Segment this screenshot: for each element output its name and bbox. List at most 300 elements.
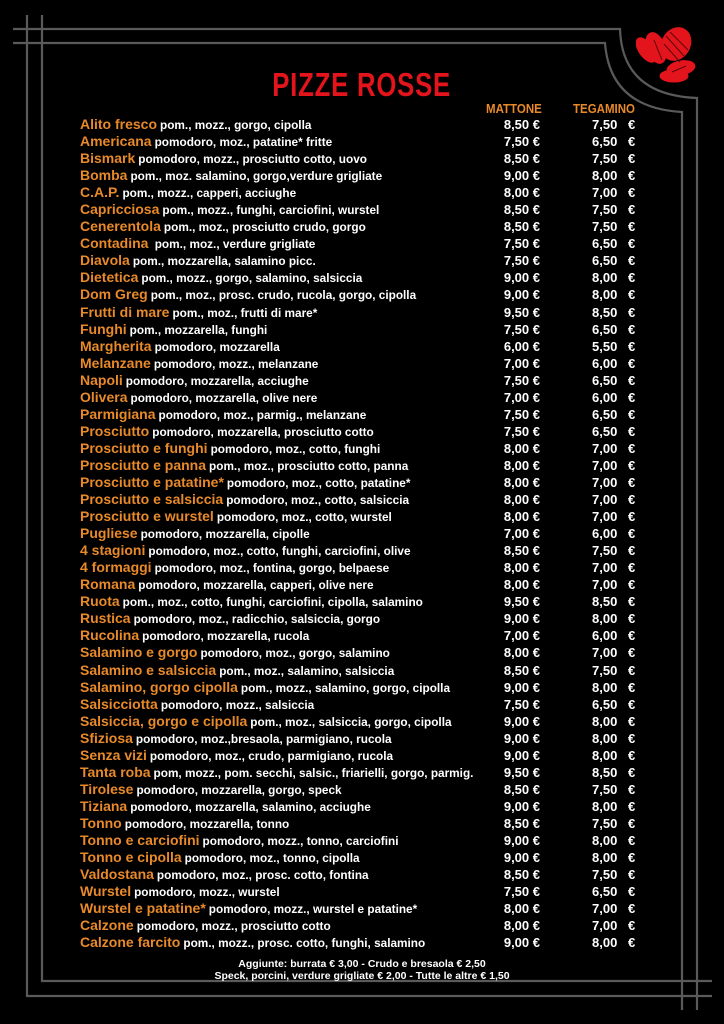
menu-item	[80, 167, 650, 184]
pizza-ingredients: pomodoro, moz., cotto, funghi	[210, 441, 381, 456]
pizza-ingredients: pom., moz., salamino, salsiccia	[219, 663, 395, 678]
price-mattone: 7,50 €	[503, 236, 540, 252]
price-tegamino: 8,00	[592, 611, 618, 627]
price-mattone: 7,50 €	[503, 372, 540, 388]
pizza-ingredients: pomodoro, mozz., wurstel e patatine*	[208, 902, 418, 917]
pizza-name: C.A.P.	[80, 184, 120, 201]
price-tegamino: 8,00	[592, 287, 618, 303]
price-mattone: 8,00 €	[503, 185, 540, 201]
currency-symbol: €	[628, 253, 636, 269]
menu-item	[80, 832, 650, 849]
pizza-name: Prosciutto e funghi	[80, 439, 208, 456]
menu-item	[80, 184, 650, 201]
pizza-name: Salsiccia, gorgo e cipolla	[80, 712, 248, 729]
page-title: PIZZE ROSSE	[272, 66, 452, 103]
price-mattone: 8,00 €	[503, 492, 540, 508]
menu-item	[80, 321, 650, 338]
price-mattone: 9,00 €	[503, 679, 540, 695]
price-tegamino: 7,50	[592, 202, 618, 218]
price-mattone: 9,00 €	[503, 270, 540, 286]
price-tegamino: 7,50	[592, 867, 618, 883]
price-mattone: 9,00 €	[503, 935, 540, 951]
currency-symbol: €	[628, 406, 636, 422]
pizza-list	[80, 116, 650, 951]
pizza-ingredients: pomodoro, moz., radicchio, salsiccia, gorgo	[133, 612, 381, 627]
pizza-name: Salamino, gorgo cipolla	[80, 678, 238, 695]
price-mattone: 7,50 €	[503, 253, 540, 269]
price-tegamino: 7,50	[592, 117, 618, 132]
price-tegamino: 6,00	[592, 355, 618, 371]
menu-item	[80, 713, 650, 730]
currency-symbol: €	[628, 781, 636, 797]
pizza-name: Bomba	[80, 167, 128, 184]
price-mattone: 8,50 €	[503, 867, 540, 883]
price-tegamino: 7,00	[592, 560, 618, 576]
pizza-name: Wurstel	[80, 883, 132, 900]
pizza-ingredients: pom., moz., cotto, funghi, carciofini, cipolla, salamino	[122, 595, 423, 610]
price-mattone: 9,50 €	[503, 764, 540, 780]
menu-item	[80, 815, 650, 832]
pizza-ingredients: pom., moz., prosc. crudo, rucola, gorgo, cipolla	[150, 288, 417, 303]
price-tegamino: 7,00	[592, 901, 618, 917]
currency-symbol: €	[628, 372, 636, 388]
price-tegamino: 5,50	[592, 338, 618, 354]
pizza-ingredients: pom, mozz., pom. secchi, salsic., friarielli, gorgo, parmig.	[153, 765, 474, 780]
currency-symbol: €	[628, 798, 636, 814]
price-tegamino: 8,00	[592, 935, 618, 951]
pizza-name: Dietetica	[80, 269, 139, 286]
price-tegamino: 6,50	[592, 253, 618, 269]
price-tegamino: 8,00	[592, 798, 618, 814]
pizza-ingredients: pomodoro, mozz., salsiccia	[160, 697, 315, 712]
price-tegamino: 6,00	[592, 628, 618, 644]
pizza-ingredients: pomodoro, mozz., prosciutto cotto, uovo	[138, 152, 367, 167]
price-tegamino: 6,50	[592, 236, 618, 252]
price-mattone: 8,00 €	[503, 918, 540, 934]
pizza-name: Frutti di mare	[80, 303, 170, 320]
price-tegamino: 6,50	[592, 372, 618, 388]
pizza-ingredients: pom., mozz., salamino, gorgo, cipolla	[240, 680, 451, 695]
price-mattone: 7,50 €	[503, 696, 540, 712]
menu-item	[80, 662, 650, 679]
currency-symbol: €	[628, 389, 636, 405]
menu-item	[80, 679, 650, 696]
price-tegamino: 7,50	[592, 151, 618, 167]
pizza-name: Capricciosa	[80, 201, 160, 218]
price-tegamino: 7,00	[592, 918, 618, 934]
currency-symbol: €	[628, 134, 636, 150]
menu-item	[80, 934, 650, 951]
price-mattone: 9,00 €	[503, 850, 540, 866]
price-tegamino: 6,00	[592, 389, 618, 405]
price-mattone: 8,00 €	[503, 560, 540, 576]
price-mattone: 7,50 €	[503, 884, 540, 900]
price-tegamino: 7,00	[592, 645, 618, 661]
price-mattone: 7,00 €	[503, 355, 540, 371]
pizza-ingredients: pom., moz., salsiccia, gorgo, cipolla	[250, 714, 452, 729]
menu-item	[80, 644, 650, 661]
price-tegamino: 8,00	[592, 270, 618, 286]
pizza-ingredients: pom., mozzarella, funghi	[129, 322, 268, 337]
menu-item	[80, 491, 650, 508]
pizza-ingredients: pom., mozz., gorgo, cipolla	[160, 118, 312, 132]
pizza-name: Margherita	[80, 337, 152, 354]
currency-symbol: €	[628, 628, 636, 644]
price-tegamino: 7,50	[592, 781, 618, 797]
menu-item	[80, 423, 650, 440]
menu-item	[80, 372, 650, 389]
footer-extras-line-2: Speck, porcini, verdure grigliate € 2,00 - Tutte le altre € 1,50	[214, 970, 510, 982]
pizza-name: Calzone farcito	[80, 934, 181, 951]
pizza-ingredients: pomodoro, mozz., tonno, carciofini	[202, 833, 399, 848]
pizza-name: Dom Greg	[80, 286, 148, 303]
price-tegamino: 7,00	[592, 492, 618, 508]
currency-symbol: €	[628, 611, 636, 627]
price-mattone: 8,50 €	[503, 543, 540, 559]
price-mattone: 7,50 €	[503, 423, 540, 439]
menu-item	[80, 218, 650, 235]
pizza-name: 4 stagioni	[80, 542, 146, 559]
currency-symbol: €	[628, 440, 636, 456]
pizza-name: Salamino e salsiccia	[80, 661, 217, 678]
pizza-name: Prosciutto e wurstel	[80, 508, 214, 525]
currency-symbol: €	[628, 679, 636, 695]
price-tegamino: 7,00	[592, 440, 618, 456]
currency-symbol: €	[628, 202, 636, 218]
pizza-name: Alito fresco	[80, 116, 158, 132]
currency-symbol: €	[628, 594, 636, 610]
pizza-ingredients: pomodoro, moz., crudo, parmigiano, rucola	[149, 748, 394, 763]
pizza-name: Sfiziosa	[80, 729, 133, 746]
menu-item	[80, 866, 650, 883]
pizza-name: Prosciutto e salsiccia	[80, 491, 224, 508]
price-mattone: 9,00 €	[503, 730, 540, 746]
currency-symbol: €	[628, 747, 636, 763]
pizza-ingredients: pom., mozzarella, salamino picc.	[132, 254, 316, 269]
price-mattone: 9,00 €	[503, 611, 540, 627]
price-mattone: 9,00 €	[503, 832, 540, 848]
pizza-ingredients: pomodoro, moz., tonno, cipolla	[184, 851, 360, 866]
pizza-name: Wurstel e patatine*	[80, 900, 206, 917]
menu-item	[80, 116, 650, 133]
pizza-name: 4 formaggi	[80, 559, 152, 576]
menu-item	[80, 235, 650, 252]
pizza-name: Cenerentola	[80, 218, 161, 235]
pizza-name: Rucolina	[80, 627, 140, 644]
menu-item	[80, 781, 650, 798]
pizza-ingredients: pomodoro, mozzarella, prosciutto cotto	[152, 424, 374, 439]
price-mattone: 9,50 €	[503, 594, 540, 610]
pizza-ingredients: pomodoro, mozzarella, olive nere	[130, 390, 318, 405]
pizza-name: Ruota	[80, 593, 120, 610]
pizza-name: Melanzane	[80, 354, 151, 371]
currency-symbol: €	[628, 321, 636, 337]
price-mattone: 8,00 €	[503, 901, 540, 917]
price-mattone: 8,00 €	[503, 577, 540, 593]
currency-symbol: €	[628, 355, 636, 371]
menu-item	[80, 355, 650, 372]
price-tegamino: 8,00	[592, 713, 618, 729]
currency-symbol: €	[628, 730, 636, 746]
menu-item	[80, 457, 650, 474]
menu-item	[80, 525, 650, 542]
pizza-ingredients: pomodoro, mozzarella, tonno	[124, 816, 290, 831]
column-header-tegamino: TEGAMINO	[573, 102, 635, 116]
price-tegamino: 7,50	[592, 815, 618, 831]
pizza-name: Funghi	[80, 320, 127, 337]
pizza-name: Tonno	[80, 814, 122, 831]
pizza-ingredients: pomodoro, moz., parmig., melanzane	[158, 407, 367, 422]
menu-item	[80, 849, 650, 866]
pizza-name: Diavola	[80, 252, 130, 269]
price-mattone: 8,50 €	[503, 781, 540, 797]
currency-symbol: €	[628, 560, 636, 576]
price-tegamino: 7,00	[592, 509, 618, 525]
pizza-ingredients: pom., moz., verdure grigliate	[151, 237, 316, 252]
price-tegamino: 7,00	[592, 474, 618, 490]
price-tegamino: 8,50	[592, 764, 618, 780]
menu-item	[80, 440, 650, 457]
currency-symbol: €	[628, 509, 636, 525]
pizza-name: Tonno e carciofini	[80, 831, 200, 848]
pizza-name: Tiziana	[80, 797, 128, 814]
pizza-name: Calzone	[80, 917, 134, 934]
menu-item	[80, 696, 650, 713]
pizza-name: Pugliese	[80, 525, 138, 542]
pizza-name: Romana	[80, 576, 136, 593]
price-mattone: 9,00 €	[503, 713, 540, 729]
pizza-ingredients: pomodoro, mozzarella, acciughe	[125, 373, 309, 388]
price-tegamino: 8,00	[592, 679, 618, 695]
pizza-name: Salamino e gorgo	[80, 644, 198, 661]
menu-item	[80, 593, 650, 610]
price-mattone: 9,00 €	[503, 798, 540, 814]
currency-symbol: €	[628, 850, 636, 866]
pizza-ingredients: pomodoro, moz., cotto, funghi, carciofini, olive	[148, 544, 411, 559]
currency-symbol: €	[628, 423, 636, 439]
pizza-ingredients: pomodoro, mozz., wurstel	[134, 885, 280, 900]
price-tegamino: 8,50	[592, 304, 618, 320]
price-mattone: 8,00 €	[503, 440, 540, 456]
menu-item	[80, 252, 650, 269]
price-mattone: 8,00 €	[503, 474, 540, 490]
price-mattone: 9,00 €	[503, 287, 540, 303]
price-mattone: 7,50 €	[503, 321, 540, 337]
price-mattone: 9,00 €	[503, 747, 540, 763]
price-tegamino: 8,00	[592, 730, 618, 746]
pizza-ingredients: pomodoro, moz., prosc. cotto, fontina	[156, 868, 369, 883]
pizza-name: Americana	[80, 133, 152, 150]
pizza-ingredients: pomodoro, moz., patatine* fritte	[154, 135, 333, 150]
currency-symbol: €	[628, 304, 636, 320]
menu-item	[80, 883, 650, 900]
menu-item	[80, 508, 650, 525]
currency-symbol: €	[628, 457, 636, 473]
pizza-ingredients: pom., moz., prosciutto cotto, panna	[209, 458, 409, 473]
menu-item	[80, 133, 650, 150]
pizza-ingredients: pom., mozz., gorgo, salamino, salsiccia	[141, 271, 363, 286]
price-mattone: 8,00 €	[503, 509, 540, 525]
price-mattone: 8,50 €	[503, 151, 540, 167]
menu-item	[80, 730, 650, 747]
price-mattone: 9,50 €	[503, 304, 540, 320]
currency-symbol: €	[628, 832, 636, 848]
pizza-name: Tirolese	[80, 780, 134, 797]
price-mattone: 8,50 €	[503, 202, 540, 218]
price-mattone: 9,00 €	[503, 168, 540, 184]
currency-symbol: €	[628, 935, 636, 951]
pizza-name: Bismark	[80, 150, 136, 167]
pizza-ingredients: pomodoro, moz., cotto, wurstel	[216, 510, 392, 525]
pizza-ingredients: pomodoro, moz., cotto, salsiccia	[226, 493, 410, 508]
pizza-ingredients: pomodoro, mozzarella, capperi, olive nere	[138, 578, 374, 593]
menu-item	[80, 798, 650, 815]
pizza-name: Contadina	[80, 235, 149, 252]
currency-symbol: €	[628, 645, 636, 661]
currency-symbol: €	[628, 526, 636, 542]
price-tegamino: 8,00	[592, 850, 618, 866]
pizza-ingredients: pom., mozz., prosc. cotto, funghi, salamino	[183, 936, 426, 951]
pizza-ingredients: pom., mozz., funghi, carciofini, wurstel	[162, 203, 380, 218]
menu-item	[80, 747, 650, 764]
pizza-name: Napoli	[80, 371, 123, 388]
column-header-mattone: MATTONE	[486, 102, 542, 116]
currency-symbol: €	[628, 867, 636, 883]
price-tegamino: 6,00	[592, 526, 618, 542]
pizza-name: Valdostana	[80, 866, 154, 883]
price-mattone: 7,00 €	[503, 389, 540, 405]
menu-item	[80, 542, 650, 559]
price-mattone: 8,50 €	[503, 815, 540, 831]
pizza-ingredients: pom., moz., prosciutto crudo, gorgo	[163, 220, 366, 235]
pizza-ingredients: pomodoro, mozzarella, salamino, acciughe	[130, 799, 371, 814]
price-tegamino: 6,50	[592, 134, 618, 150]
price-mattone: 8,00 €	[503, 457, 540, 473]
price-tegamino: 8,00	[592, 168, 618, 184]
menu-item	[80, 610, 650, 627]
menu-item	[80, 474, 650, 491]
price-tegamino: 8,00	[592, 832, 618, 848]
price-tegamino: 7,50	[592, 662, 618, 678]
menu-item	[80, 764, 650, 781]
price-tegamino: 6,50	[592, 696, 618, 712]
menu-item	[80, 576, 650, 593]
pizza-ingredients: pom., moz., frutti di mare*	[172, 305, 318, 320]
menu-item	[80, 389, 650, 406]
price-mattone: 7,00 €	[503, 628, 540, 644]
menu-item	[80, 150, 650, 167]
currency-symbol: €	[628, 764, 636, 780]
pizza-ingredients: pom., mozz., capperi, acciughe	[122, 186, 297, 201]
menu-item	[80, 406, 650, 423]
pizza-ingredients: pomodoro, mozz., prosciutto cotto	[136, 919, 331, 934]
price-mattone: 8,50 €	[503, 117, 540, 132]
currency-symbol: €	[628, 918, 636, 934]
price-tegamino: 8,00	[592, 747, 618, 763]
price-tegamino: 7,50	[592, 219, 618, 235]
price-mattone: 7,50 €	[503, 134, 540, 150]
price-mattone: 8,50 €	[503, 219, 540, 235]
price-tegamino: 8,50	[592, 594, 618, 610]
currency-symbol: €	[628, 168, 636, 184]
pizza-ingredients: pom., moz. salamino, gorgo,verdure grigliate	[130, 169, 383, 184]
pizza-name: Salsicciotta	[80, 695, 158, 712]
currency-symbol: €	[628, 696, 636, 712]
price-tegamino: 7,00	[592, 577, 618, 593]
pizza-name: Prosciutto	[80, 422, 150, 439]
price-tegamino: 6,50	[592, 884, 618, 900]
currency-symbol: €	[628, 287, 636, 303]
price-tegamino: 6,50	[592, 406, 618, 422]
pizza-name: Parmigiana	[80, 405, 156, 422]
price-mattone: 6,00 €	[503, 338, 540, 354]
pizza-ingredients: pomodoro, mozzarella, cipolle	[140, 527, 310, 542]
menu-item	[80, 304, 650, 321]
footer-extras-line-1: Aggiunte: burrata € 3,00 - Crudo e bresaola € 2,50	[238, 958, 486, 970]
menu-item	[80, 559, 650, 576]
price-tegamino: 7,00	[592, 457, 618, 473]
menu-item	[80, 201, 650, 218]
price-tegamino: 7,00	[592, 185, 618, 201]
currency-symbol: €	[628, 815, 636, 831]
price-mattone: 7,00 €	[503, 526, 540, 542]
currency-symbol: €	[628, 151, 636, 167]
currency-symbol: €	[628, 236, 636, 252]
currency-symbol: €	[628, 713, 636, 729]
pizza-ingredients: pomodoro, moz., cotto, patatine*	[226, 475, 411, 490]
pizza-ingredients: pomodoro, mozz., melanzane	[153, 356, 319, 371]
price-mattone: 7,50 €	[503, 406, 540, 422]
price-mattone: 8,50 €	[503, 662, 540, 678]
currency-symbol: €	[628, 662, 636, 678]
pizza-name: Rustica	[80, 610, 131, 627]
currency-symbol: €	[628, 884, 636, 900]
menu-item	[80, 338, 650, 355]
price-tegamino: 6,50	[592, 321, 618, 337]
currency-symbol: €	[628, 577, 636, 593]
pizza-ingredients: pomodoro, moz., gorgo, salamino	[200, 646, 390, 661]
pizza-name: Tonno e cipolla	[80, 849, 182, 866]
price-mattone: 8,00 €	[503, 645, 540, 661]
pizza-ingredients: pomodoro, moz.,bresaola, parmigiano, rucola	[135, 731, 392, 746]
menu-item	[80, 286, 650, 303]
currency-symbol: €	[628, 270, 636, 286]
pizza-ingredients: pomodoro, moz., fontina, gorgo, belpaese	[154, 561, 390, 576]
pizza-ingredients: pomodoro, mozzarella, rucola	[142, 629, 310, 644]
menu-item	[80, 917, 650, 934]
currency-symbol: €	[628, 492, 636, 508]
menu-item	[80, 627, 650, 644]
currency-symbol: €	[628, 474, 636, 490]
currency-symbol: €	[628, 901, 636, 917]
price-tegamino: 7,50	[592, 543, 618, 559]
currency-symbol: €	[628, 338, 636, 354]
pizza-ingredients: pomodoro, mozzarella	[154, 339, 280, 354]
currency-symbol: €	[628, 543, 636, 559]
currency-symbol: €	[628, 117, 636, 132]
currency-symbol: €	[628, 219, 636, 235]
currency-symbol: €	[628, 185, 636, 201]
pizza-name: Prosciutto e panna	[80, 456, 207, 473]
menu-item	[80, 269, 650, 286]
pizza-ingredients: pomodoro, mozzarella, gorgo, speck	[136, 782, 342, 797]
pizza-name: Tanta roba	[80, 763, 151, 780]
pizza-name: Senza vizi	[80, 746, 147, 763]
menu-item	[80, 900, 650, 917]
pizza-name: Olivera	[80, 388, 128, 405]
price-tegamino: 6,50	[592, 423, 618, 439]
pizza-name: Prosciutto e patatine*	[80, 473, 224, 490]
